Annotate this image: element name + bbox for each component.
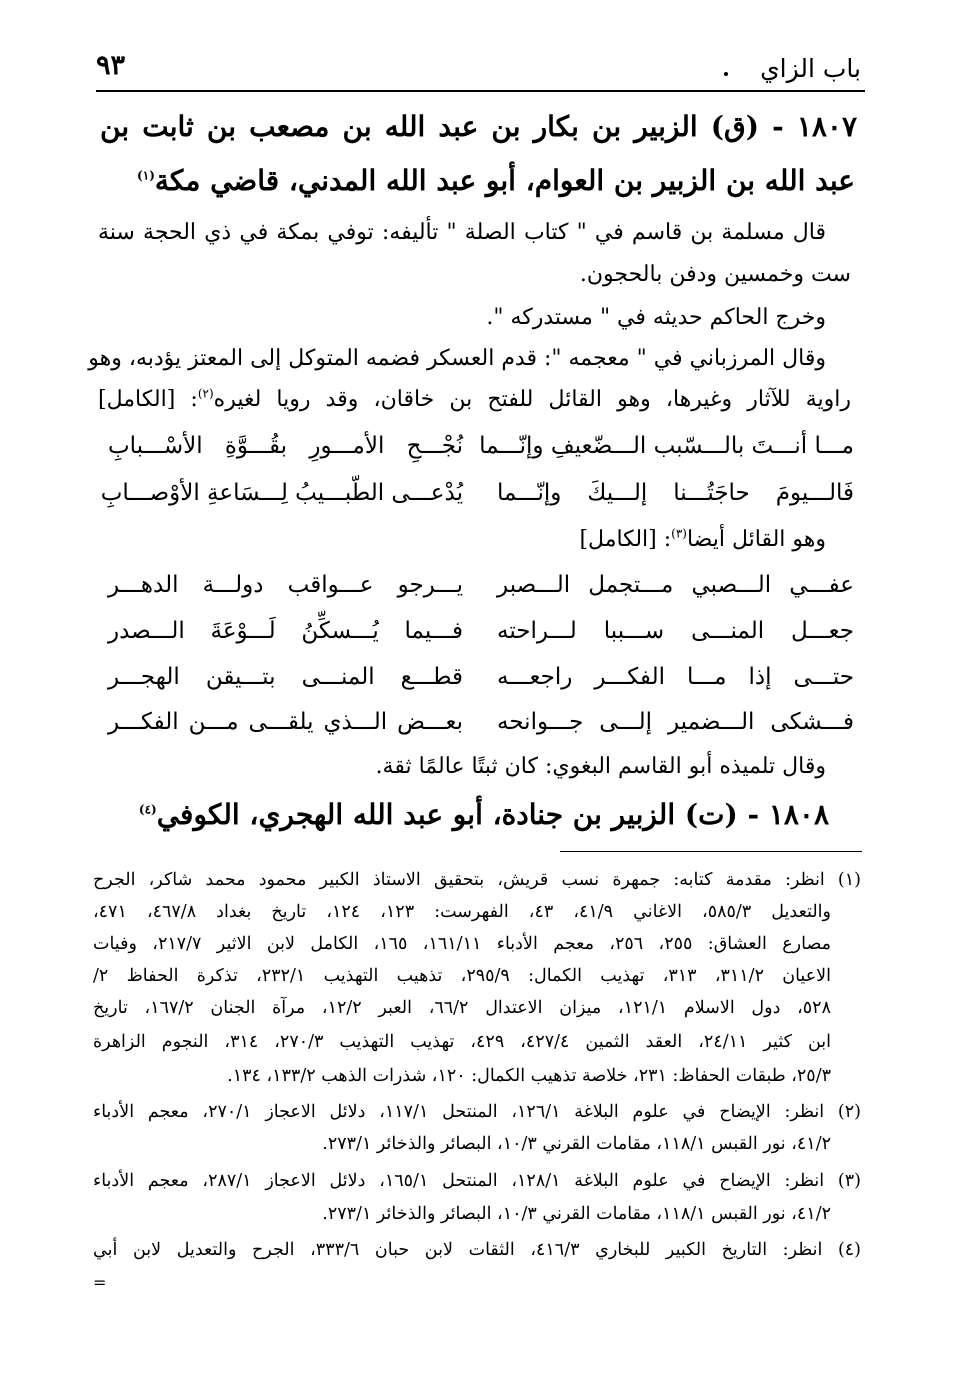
verse-3-second-hemistich: يـــرجو عـــواقب دولـــة الدهـــر <box>108 572 463 598</box>
paragraph-1-line-2: ست وخمسين ودفن بالحجون. <box>579 262 851 287</box>
entry-1807-heading-line-1: ١٨٠٧ - (ق) الزبير بن بكار بن عبد الله بن مصعب بن ثابت بن <box>100 110 857 143</box>
footnote-ref-3: (٣) <box>671 526 687 541</box>
verse-3-first-hemistich: عفـــي الـــصبي مـــتجمل الـــصبر <box>497 572 854 598</box>
footnote-ref-4: (٤) <box>138 802 157 817</box>
running-header <box>96 50 861 90</box>
footnote-4-line-1: (٤) انظر: التاريخ الكبير للبخاري ٤١٦/٣، الثقات لابن حبان ٣٣٣/٦، الجرح والتعديل لابن أبي <box>93 1240 861 1260</box>
paragraph-5: وقال تلميذه أبو القاسم البغوي: كان ثبتًا عالمًا ثقة. <box>375 754 826 779</box>
entry-1807-heading-text: عبد الله بن الزبير بن العوام، أبو عبد الله المدني، قاضي مكة <box>154 164 855 197</box>
footnote-1-line-7: ٢٥/٣، طبقات الحفاظ: ٢٣١، خلاصة تذهيب الكمال: ١٢٠، شذرات الذهب ١٣٣/٢، ١٣٤. <box>227 1066 831 1086</box>
continuation-mark: = <box>93 1273 107 1292</box>
chapter-title: باب الزاي <box>760 54 861 83</box>
footnote-3-line-2: ٤١/٢، نور القبس ١١٨/١، مقامات القرني ١٠/٣، البصائر والذخائر ٢٧٣/١. <box>322 1204 831 1224</box>
paragraph-4 <box>579 527 826 552</box>
verse-4-first-hemistich: جعـــل المنـــى ســـببا لـــراحته <box>497 618 854 644</box>
verse-4-second-hemistich: فـــيما يُـــسكِّنُ لَـــوْعَةَ الـــصدر <box>108 618 463 644</box>
verse-6-second-hemistich: بعـــض الـــذي يلقـــى مـــن الفكـــر <box>108 709 463 735</box>
verse-2-first-hemistich: فَالـــيومَ حاجَتُـــنا إلـــيكَ وإنّـــما <box>497 480 854 506</box>
paragraph-2: وخرج الحاكم حديثه في " مستدركه ". <box>486 305 826 330</box>
footnote-1-line-5: ٥٢٨، دول الاسلام ١٢١/١، ميزان الاعتدال ٦٦/٢، العبر ١٢/٢، مرآة الجنان ١٦٧/٢، تاريخ <box>93 998 831 1018</box>
footnote-ref-1: (١) <box>137 168 155 183</box>
verse-2-second-hemistich: يُدْعـــى الطّبـــيبُ لِـــسَاعةِ الأوْصـــابِ <box>100 480 463 506</box>
footnote-2-line-2: ٤١/٢، نور القبس ١١٨/١، مقامات القرني ١٠/٣، البصائر والذخائر ٢٧٣/١. <box>322 1134 831 1154</box>
verse-5-first-hemistich: حتـــى إذا مـــا الفكـــر راجعـــه <box>497 664 854 690</box>
footnote-ref-2: (٢) <box>197 386 214 401</box>
footnote-1-line-4: الاعيان ٣١١/٢، ٣١٣، تهذيب الكمال: ٢٩٥/٩، تذهيب التهذيب ٢٣٢/١، تذكرة الحفاظ ٢/ <box>93 966 831 986</box>
footnote-3-line-1: (٣) انظر: الإيضاح في علوم البلاغة ١٢٨/١، المنتحل ١٦٥/١، دلائل الاعجاز ٢٨٧/١، معجم الأدباء <box>93 1171 861 1191</box>
header-rule <box>96 90 865 92</box>
entry-1808-heading-text: ١٨٠٨ - (ت) الزبير بن جنادة، أبو عبد الله الهجري، الكوفي <box>156 798 829 831</box>
entry-1807-heading-line-2 <box>137 164 855 197</box>
paragraph-3-line-2-text: راوية للآثار وغيرها، وهو القائل للفتح بن خاقان، وقد رويا لغيره <box>213 387 852 412</box>
verse-5-second-hemistich: قطـــع المنـــى بتـــيقن الهجـــر <box>108 664 463 690</box>
footnote-1-line-2: والتعديل ٥٨٥/٣، الاغاني ٤١/٩، ٤٣، الفهرست: ١٢٣، ١٢٤، تاريخ بغداد ٤٦٧/٨، ٤٧١، <box>93 902 831 922</box>
footnote-1-line-1: (١) انظر: مقدمة كتابه: جمهرة نسب قريش، بتحقيق الاستاذ الكبير محمود محمد شاكر، الجرح <box>93 870 861 890</box>
page-number: ٩٣ <box>96 50 126 81</box>
paragraph-3-line-1: وقال المرزباني في " معجمه ": قدم العسكر فضمه المتوكل إلى المعتز يؤدبه، وهو <box>88 346 826 371</box>
entry-1808-heading <box>139 798 829 831</box>
footnote-separator <box>560 851 862 852</box>
verse-1-first-hemistich: مـــا أنـــتَ بالـــسّبب الـــضّعيفِ وإنّـــما <box>479 433 854 459</box>
meter-label-2: : [الكامل] <box>579 527 672 552</box>
verse-6-first-hemistich: فـــشكى الـــضمير إلـــى جـــوانحه <box>497 709 854 735</box>
footnote-1-line-6: ابن كثير ٢٤/١١، العقد الثمين ٤٢٧/٤، ٤٢٩، تهذيب التهذيب ٢٧٠/٣، ٣١٤، النجوم الزاهرة <box>93 1032 832 1052</box>
paragraph-1-line-1: قال مسلمة بن قاسم في " كتاب الصلة " تأليفه: توفي بمكة في ذي الحجة سنة <box>98 220 826 245</box>
meter-label-1: : [الكامل] <box>98 387 198 412</box>
paragraph-3-line-2 <box>98 387 851 412</box>
footnote-2-line-1: (٢) انظر: الإيضاح في علوم البلاغة ١٢٦/١، المنتحل ١١٧/١، دلائل الاعجاز ٢٧٠/١، معجم الأدباء <box>93 1102 861 1122</box>
paragraph-4-text: وهو القائل أيضا <box>686 527 826 552</box>
verse-1-second-hemistich: نُجْـــحِ الأمـــورِ بقُـــوَّةِ الأسْـــبابِ <box>108 433 463 459</box>
footnote-1-line-3: مصارع العشاق: ٢٥٥، ٢٥٦، معجم الأدباء ١٦١/١١، ١٦٥، الكامل لابن الاثير ٢١٧/٧، وفيات <box>93 934 831 954</box>
header-dot <box>724 72 728 76</box>
